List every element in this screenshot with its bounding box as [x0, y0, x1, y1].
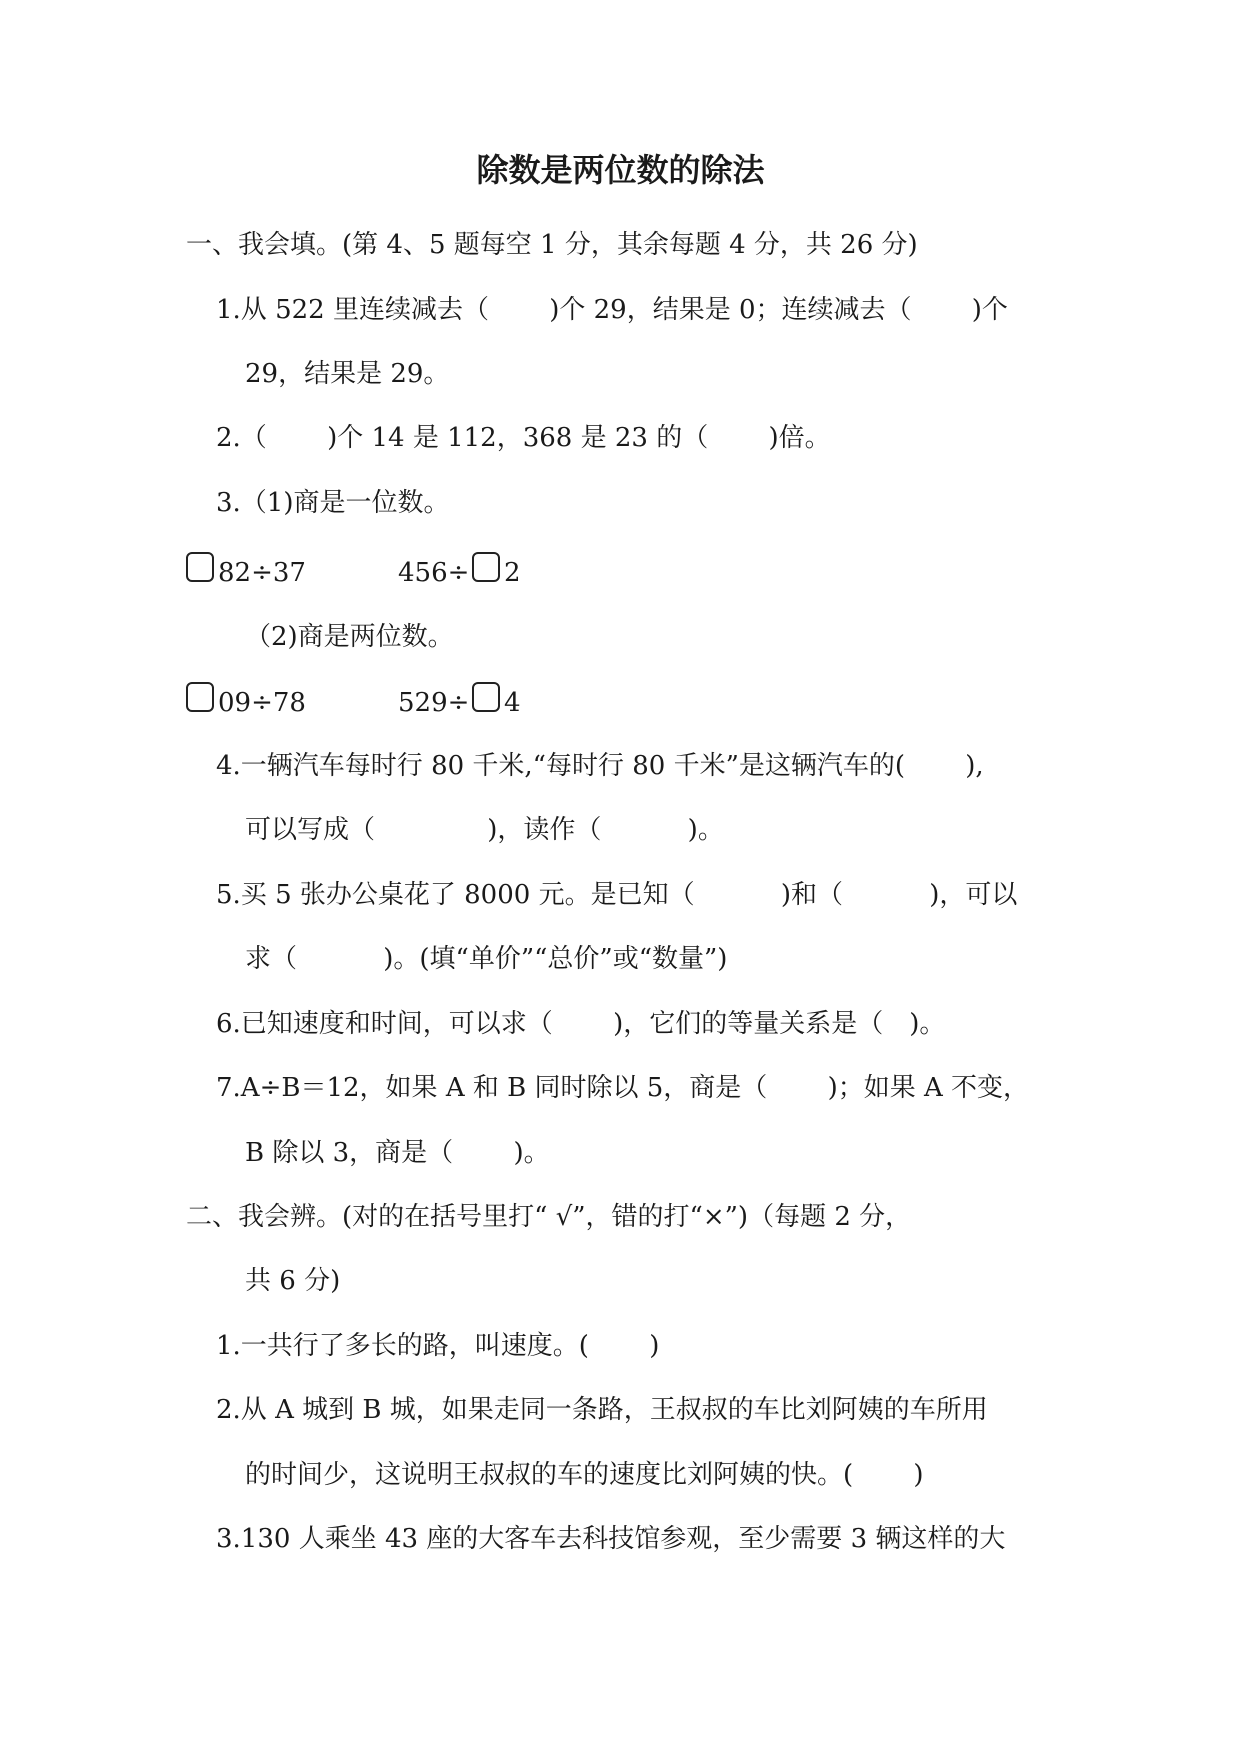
- q7-line1: 7.A÷B＝12，如果 A 和 B 同时除以 5，商是（ )；如果 A 不变，: [216, 1073, 1030, 1103]
- section2-heading-line1: 二、我会辨。(对的在括号里打“ √”，错的打“×”)（每题 2 分，: [186, 1202, 912, 1232]
- answer-box[interactable]: [472, 552, 500, 582]
- q3-label2: （2)商是两位数。: [245, 622, 454, 652]
- answer-box[interactable]: [186, 682, 214, 712]
- q3-expr-b2: 529÷: [398, 688, 470, 718]
- q7-line2: B 除以 3，商是（ )。: [245, 1138, 550, 1168]
- q4-line2: 可以写成（ )，读作（ )。: [245, 815, 724, 845]
- q2: 2.（ )个 14 是 112，368 是 23 的（ )倍。: [216, 423, 831, 453]
- q1-line2: 29，结果是 29。: [245, 359, 450, 389]
- answer-box[interactable]: [472, 682, 500, 712]
- q3-expr-b2-tail: 4: [504, 688, 521, 718]
- q1-line1: 1.从 522 里连续减去（ )个 29，结果是 0；连续减去（ )个: [216, 295, 1008, 325]
- q3-expr-b1: 09÷78: [218, 688, 306, 718]
- s2-q2-line1: 2.从 A 城到 B 城，如果走同一条路，王叔叔的车比刘阿姨的车所用: [216, 1395, 988, 1425]
- page-title: 除数是两位数的除法: [476, 151, 765, 189]
- q4-line1: 4.一辆汽车每时行 80 千米,“每时行 80 千米”是这辆汽车的( ),: [216, 751, 984, 781]
- q6: 6.已知速度和时间，可以求（ )，它们的等量关系是（ )。: [216, 1009, 946, 1039]
- q5-line1: 5.买 5 张办公桌花了 8000 元。是已知（ )和（ )，可以: [216, 880, 1018, 910]
- s2-q2-line2: 的时间少，这说明王叔叔的车的速度比刘阿姨的快。( ): [245, 1460, 924, 1490]
- q3-expr-a2: 456÷: [398, 558, 470, 588]
- q3-label1: 3.（1)商是一位数。: [216, 488, 450, 518]
- section1-heading: 一、我会填。(第 4、5 题每空 1 分，其余每题 4 分，共 26 分): [186, 230, 918, 260]
- section2-heading-line2: 共 6 分): [245, 1266, 341, 1296]
- q3-expr-a2-tail: 2: [504, 558, 521, 588]
- answer-box[interactable]: [186, 552, 214, 582]
- s2-q3-line1: 3.130 人乘坐 43 座的大客车去科技馆参观，至少需要 3 辆这样的大: [216, 1524, 1006, 1554]
- q3-expr-a1: 82÷37: [218, 558, 306, 588]
- q5-line2: 求（ )。(填“单价”“总价”或“数量”): [245, 944, 728, 974]
- s2-q1: 1.一共行了多长的路，叫速度。( ): [216, 1331, 660, 1361]
